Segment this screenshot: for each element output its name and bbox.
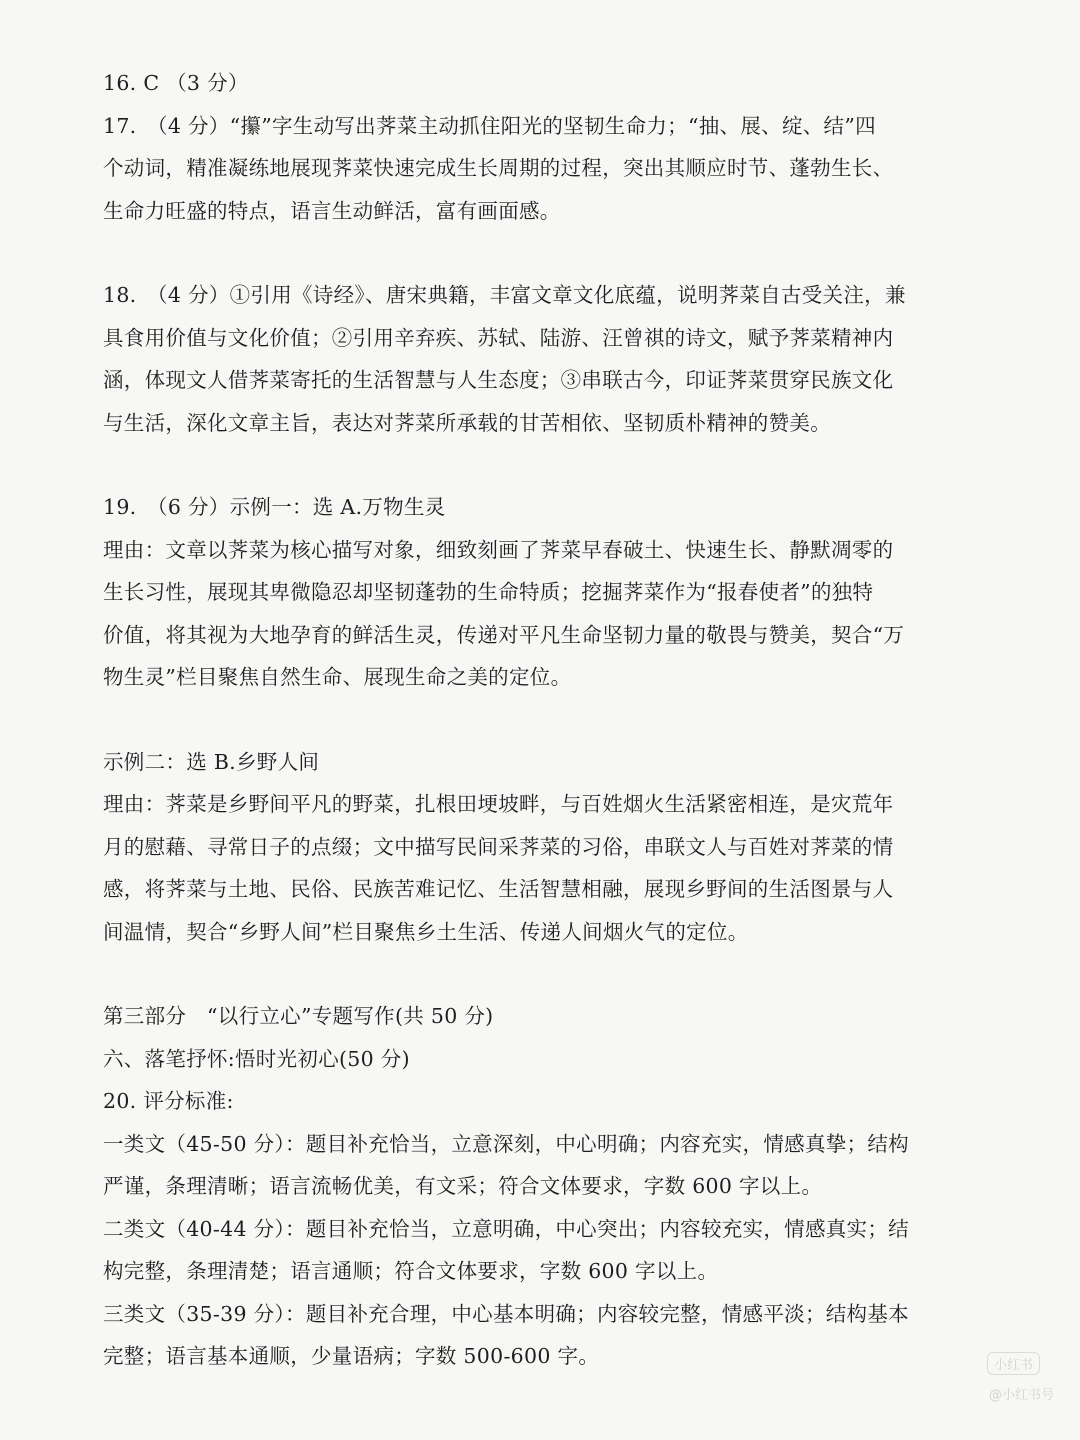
answer-18 xyxy=(103,274,930,444)
paragraph-gap xyxy=(103,953,930,995)
answer-16: 16. C （3 分） xyxy=(103,71,249,95)
answer-17-line: 生命力旺盛的特点，语言生动鲜活，富有画面感。 xyxy=(103,198,561,223)
answer-17 xyxy=(103,105,930,233)
example-2-line: 理由：荠菜是乡野间平凡的野菜，扎根田埂坡畔，与百姓烟火生活紧密相连，是灾荒年 xyxy=(103,792,894,816)
answer-19-line: 理由：文章以荠菜为核心描写对象，细致刻画了荠菜早春破土、快速生长、静默凋零的 xyxy=(103,537,894,562)
class-2-criteria: 构完整，条理清楚；语言通顺；符合文体要求，字数 600 字以上。 xyxy=(103,1259,719,1283)
answer-19-line: 生长习性，展现其卑微隐忍却坚韧蓬勃的生命特质；挖掘荠菜作为“报春使者”的独特 xyxy=(103,580,874,604)
example-2-line: 间温情，契合“乡野人间”栏目聚焦乡土生活、传递人间烟火气的定位。 xyxy=(103,919,749,944)
answer-18-line: 涵，体现文人借荠菜寄托的生活智慧与人生态度；③串联古今，印证荠菜贯穿民族文化 xyxy=(103,368,894,392)
answer-17-line: 个动词，精准凝练地展现荠菜快速完成生长周期的过程，突出其顺应时节、蓬勃生长、 xyxy=(103,156,894,180)
watermark-logo: 小红书 xyxy=(987,1352,1040,1375)
example-2 xyxy=(103,741,930,954)
watermark xyxy=(884,1352,1054,1412)
question-20: 20. 评分标准: xyxy=(103,1089,234,1113)
answer-18-line: 18. （4 分）①引用《诗经》、唐宋典籍，丰富文章文化底蕴，说明荠菜自古受关注，兼 xyxy=(103,283,906,307)
section-6-title: 六、落笔抒怀:悟时光初心(50 分) xyxy=(103,1046,410,1071)
part-3 xyxy=(103,995,930,1378)
paragraph-gap xyxy=(103,444,930,486)
answer-18-line: 与生活，深化文章主旨，表达对荠菜所承载的甘苦相依、坚韧质朴精神的赞美。 xyxy=(103,410,831,435)
class-1-criteria: 严谨，条理清晰；语言流畅优美，有文采；符合文体要求，字数 600 字以上。 xyxy=(103,1174,823,1198)
answer-19-line: 价值，将其视为大地孕育的鲜活生灵，传递对平凡生命坚韧力量的敬畏与赞美，契合“万 xyxy=(103,622,905,647)
paragraph-gap xyxy=(103,232,930,274)
answer-19-line: 19. （6 分）示例一：选 A.万物生灵 xyxy=(103,495,446,519)
answer-19-line: 物生灵”栏目聚焦自然生命、展现生命之美的定位。 xyxy=(103,665,572,689)
class-3-criteria: 完整；语言基本通顺，少量语病；字数 500-600 字。 xyxy=(103,1344,600,1368)
example-2-line: 示例二：选 B.乡野人间 xyxy=(103,749,320,774)
answer-17-line: 17. （4 分）“攥”字生动写出荠菜主动抓住阳光的坚韧生命力；“抽、展、绽、结”四 xyxy=(103,113,876,138)
paragraph-gap xyxy=(103,699,930,741)
example-2-line: 感，将荠菜与土地、民俗、民族苦难记忆、生活智慧相融，展现乡野间的生活图景与人 xyxy=(103,877,894,901)
class-3-criteria: 三类文（35-39 分）：题目补充合理，中心基本明确；内容较完整，情感平淡；结构基本 xyxy=(103,1301,909,1326)
class-2-criteria: 二类文（40-44 分）：题目补充恰当，立意明确，中心突出；内容较充实，情感真实；结 xyxy=(103,1216,909,1241)
answer-19 xyxy=(103,486,930,699)
part-3-title: 第三部分 “以行立心”专题写作(共 50 分) xyxy=(103,1004,494,1028)
example-2-line: 月的慰藉、寻常日子的点缀；文中描写民间采荠菜的习俗，串联文人与百姓对荠菜的情 xyxy=(103,834,894,859)
watermark-text: @小红书号 xyxy=(988,1388,1054,1403)
class-1-criteria: 一类文（45-50 分）：题目补充恰当，立意深刻，中心明确；内容充实，情感真挚；结构 xyxy=(103,1131,909,1156)
answer-18-line: 具食用价值与文化价值；②引用辛弃疾、苏轼、陆游、汪曾祺的诗文，赋予荠菜精神内 xyxy=(103,325,894,350)
